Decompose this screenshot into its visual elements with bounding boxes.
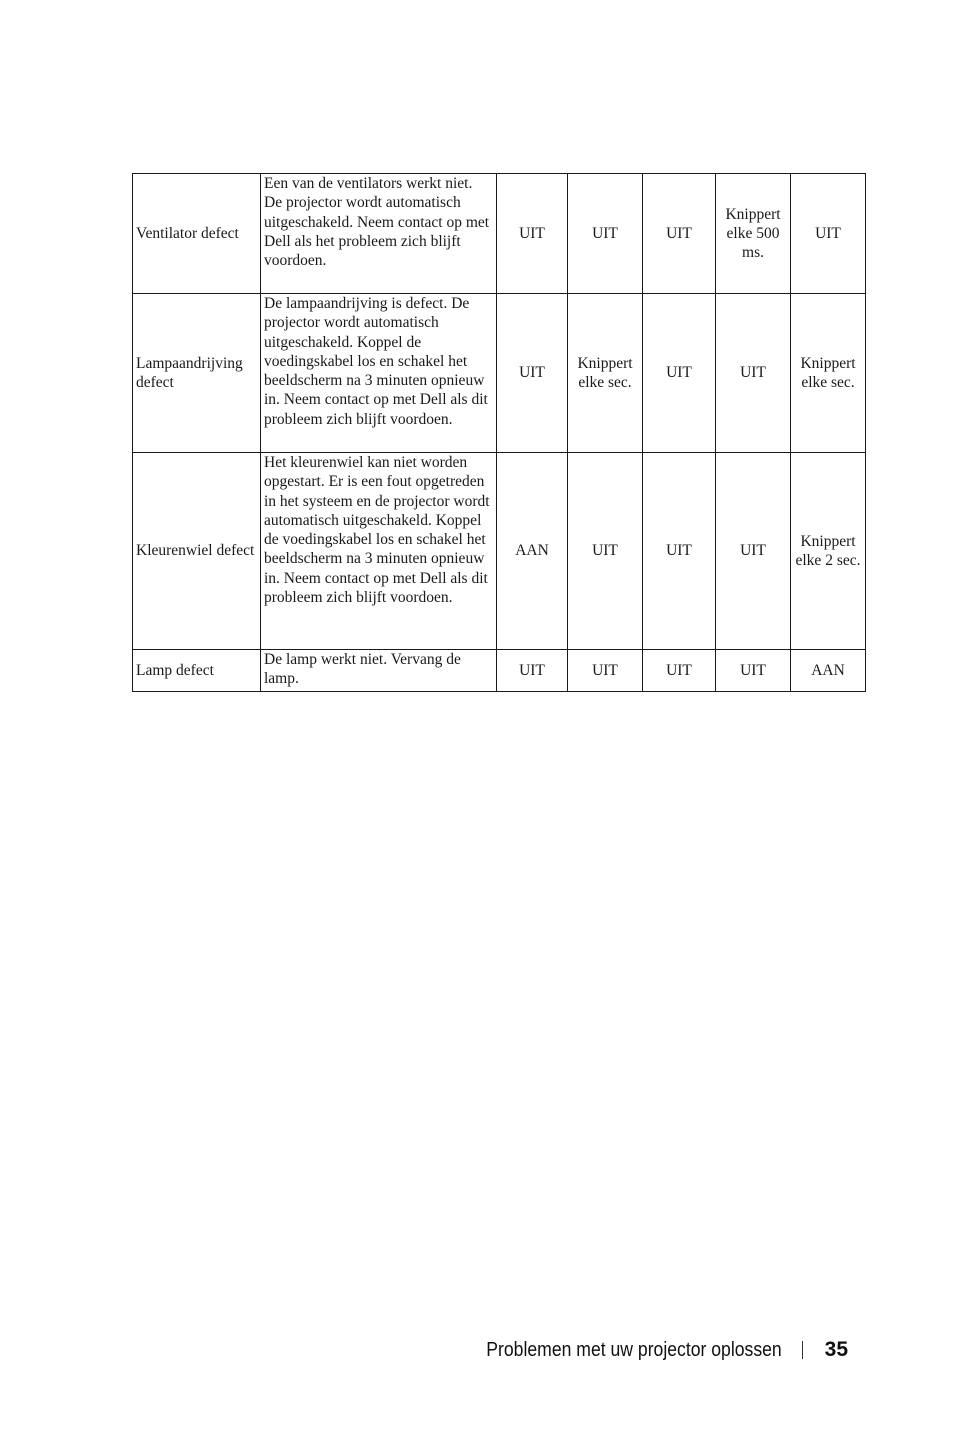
led-state: UIT (643, 294, 716, 453)
led-state: UIT (497, 294, 568, 453)
problem-description: De lampaandrijving is defect. De projector wordt automatisch uitgeschakeld. Koppel de voedingskabel los en schakel het beeldscherm na 3 minuten opnieuw in. Neem contact op met Dell als dit probleem zich blijft voordoen. (261, 294, 497, 453)
led-state: UIT (791, 174, 866, 294)
led-state: UIT (643, 174, 716, 294)
led-state: Knippert elke 500 ms. (716, 174, 791, 294)
chapter-title: Problemen met uw projector oplossen (486, 1338, 782, 1361)
led-state: Knippert elke sec. (791, 294, 866, 453)
table-row (133, 650, 866, 692)
led-status-table (132, 173, 866, 692)
problem-description: De lamp werkt niet. Vervang de lamp. (261, 650, 497, 692)
problem-description: Een van de ventilators werkt niet. De projector wordt automatisch uitgeschakeld. Neem contact op met Dell als het probleem zich blijft voordoen. (261, 174, 497, 294)
led-state: UIT (643, 650, 716, 692)
problem-description: Het kleurenwiel kan niet worden opgestart. Er is een fout opgetreden in het systeem en de projector wordt automatisch uitgeschakeld. Koppel de voedingskabel los en schakel het beeldscherm na 3 minuten opnieuw in. Neem contact op met Dell als dit probleem zich blijft voordoen. (261, 453, 497, 650)
problem-cause: Lamp defect (133, 650, 261, 692)
led-state: UIT (643, 453, 716, 650)
led-state: UIT (568, 174, 643, 294)
led-state: UIT (716, 294, 791, 453)
table-row (133, 174, 866, 294)
led-state: UIT (716, 453, 791, 650)
table-row (133, 453, 866, 650)
problem-cause: Lampaandrijving defect (133, 294, 261, 453)
led-state: UIT (716, 650, 791, 692)
led-state: UIT (568, 453, 643, 650)
led-state: AAN (497, 453, 568, 650)
led-state: UIT (568, 650, 643, 692)
problem-cause: Ventilator defect (133, 174, 261, 294)
table-row (133, 294, 866, 453)
page-footer (446, 1338, 848, 1362)
led-state: UIT (497, 650, 568, 692)
page-number: 35 (824, 1338, 848, 1361)
problem-cause: Kleurenwiel defect (133, 453, 261, 650)
footer-divider (802, 1341, 803, 1359)
led-state: Knippert elke 2 sec. (791, 453, 866, 650)
led-state: Knippert elke sec. (568, 294, 643, 453)
led-state: UIT (497, 174, 568, 294)
led-state: AAN (791, 650, 866, 692)
